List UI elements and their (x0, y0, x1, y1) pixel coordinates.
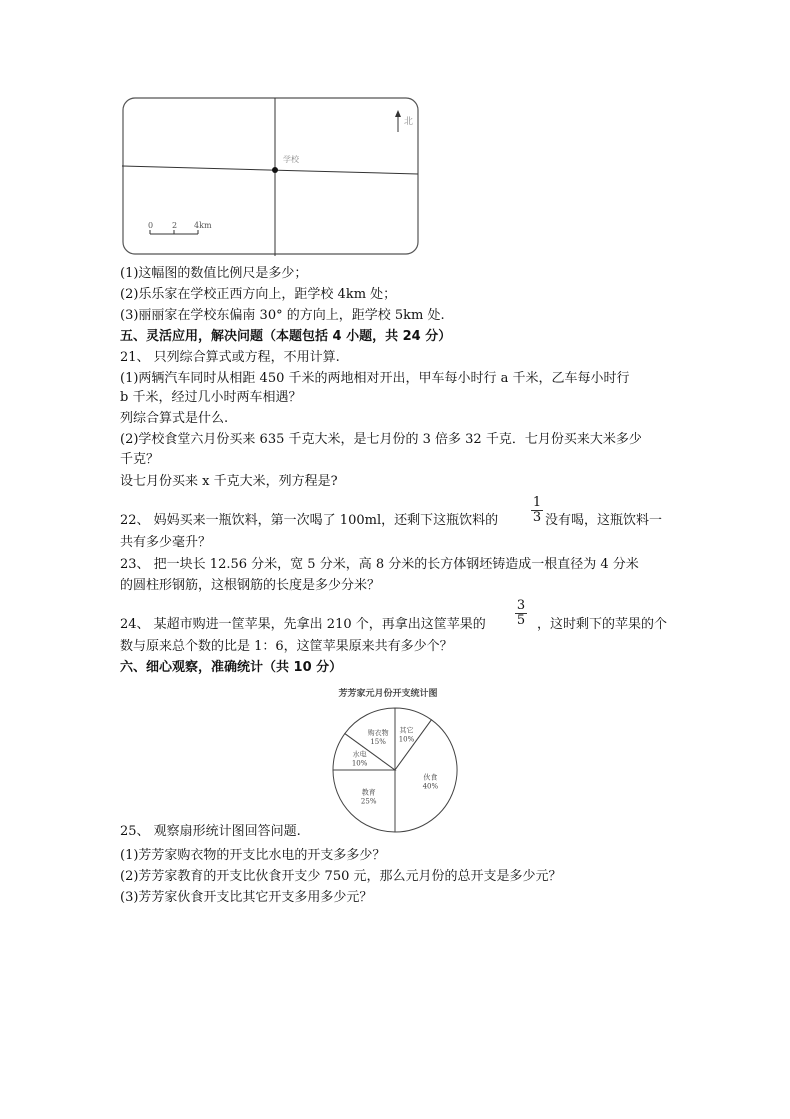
scale-label-4km: 4km (194, 221, 212, 230)
map-horizontal-axis (122, 166, 418, 174)
q22-b: 没有喝，这瓶饮料一 (545, 513, 663, 528)
q24-a: 24、 某超市购进一筐苹果，先拿出 210 个，再拿出这筐苹果的 (120, 617, 486, 632)
section6-title: 六、细心观察，准确统计（共 10 分） (120, 660, 343, 675)
pie-value-3: 10% (351, 759, 368, 768)
pie-label-2: 教育 (361, 788, 376, 797)
q23-b: 的圆柱形钢筋，这根钢筋的长度是多少分米？ (120, 578, 381, 593)
q23-a: 23、 把一块长 12.56 分米，宽 5 分米，高 8 分米的长方体钢坯铸造成一根直径为 4 分米 (120, 557, 639, 572)
q24-b: ，这时剩下的苹果的个 (537, 617, 668, 632)
q21-intro: 21、 只列综合算式或方程，不用计算. (120, 350, 340, 365)
school-label: 学校 (283, 155, 299, 164)
pie-label-4: 购衣物 (367, 728, 389, 737)
pie-value-0: 10% (398, 735, 415, 744)
pie-value-4: 15% (370, 737, 386, 746)
q20-sub2: (2)乐乐家在学校正西方向上，距学校 4km 处； (120, 287, 397, 302)
pie-chart-title: 芳芳家元月份开支统计图 (338, 689, 438, 699)
pie-chart (330, 700, 460, 840)
map-figure (118, 94, 424, 260)
pie-value-1: 40% (422, 782, 439, 791)
scale-label-0: 0 (148, 221, 154, 230)
north-arrow-head-icon (395, 110, 401, 117)
north-label: 北 (404, 117, 414, 127)
q25-intro: 25、 观察扇形统计图回答问题. (120, 824, 301, 839)
pie-value-2: 25% (360, 797, 377, 806)
q24-fraction (515, 600, 527, 627)
q25-3: (3)芳芳家伙食开支比其它开支多用多少元？ (120, 890, 373, 905)
q22-c: 共有多少毫升？ (120, 535, 212, 550)
q20-sub3: (3)丽丽家在学校东偏南 30° 的方向上，距学校 5km 处. (120, 308, 445, 323)
pie-label-0: 其它 (399, 726, 414, 735)
scale-label-2: 2 (172, 221, 178, 230)
q22-fraction (531, 497, 543, 524)
pie-label-1: 伙食 (423, 773, 438, 782)
map-frame (123, 98, 418, 254)
q21-1a: (1)两辆汽车同时从相距 450 千米的两地相对开出，甲车每小时行 a 千米，乙车每小时行 (120, 371, 630, 386)
q25-1: (1)芳芳家购衣物的开支比水电的开支多多少？ (120, 848, 386, 863)
q24-c: 数与原来总个数的比是 1：6，这筐苹果原来共有多少个？ (120, 639, 453, 654)
q21-1c: 列综合算式是什么. (120, 411, 229, 426)
q21-2b: 千克？ (120, 452, 160, 467)
q22-a: 22、 妈妈买来一瓶饮料，第一次喝了 100ml，还剩下这瓶饮料的 (120, 513, 499, 528)
q24-frac-den: 5 (516, 613, 526, 628)
q20-sub1: (1)这幅图的数值比例尺是多少； (120, 266, 308, 281)
q21-1b: b 千米，经过几小时两车相遇？ (120, 390, 302, 405)
q22-frac-num: 1 (532, 495, 542, 510)
q21-2c: 设七月份买来 x 千克大米，列方程是? (120, 474, 338, 489)
section5-title: 五、灵活应用，解决问题（本题包括 4 小题，共 24 分） (120, 329, 452, 344)
q24-frac-num: 3 (516, 598, 526, 613)
pie-label-3: 水电 (352, 750, 367, 759)
q25-2: (2)芳芳家教育的开支比伙食开支少 750 元，那么元月份的总开支是多少元？ (120, 869, 562, 884)
q21-2a: (2)学校食堂六月份买来 635 千克大米，是七月份的 3 倍多 32 千克．七月份买来大米多少 (120, 432, 642, 447)
q22-frac-den: 3 (532, 510, 542, 525)
school-point (272, 167, 278, 173)
